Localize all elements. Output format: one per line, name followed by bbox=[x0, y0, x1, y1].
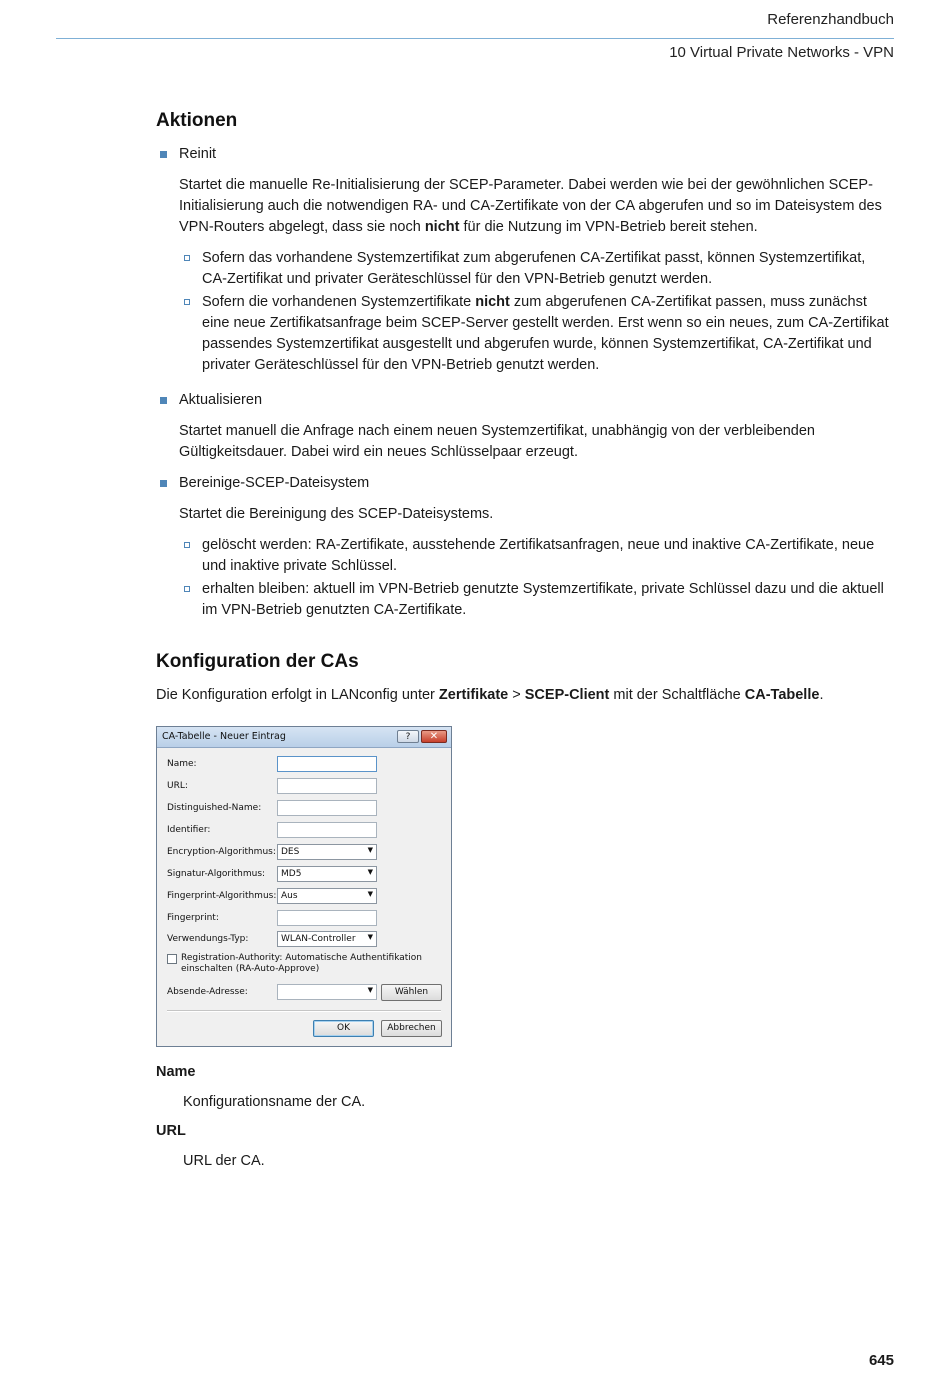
choose-button[interactable]: Wählen bbox=[381, 984, 442, 1001]
dn-row bbox=[167, 800, 442, 818]
encryption-label: Encryption-Algorithmus: bbox=[167, 847, 276, 857]
bullet-bereinigen bbox=[156, 473, 894, 494]
bullet-aktualisieren bbox=[156, 390, 894, 411]
square-bullet-icon bbox=[160, 397, 167, 404]
bullet-label: Reinit bbox=[179, 146, 217, 162]
ra-auto-approve-label: Registration-Authority: Automatische Authentifikation einschalten (RA-Auto-Approve) bbox=[181, 953, 423, 974]
help-button[interactable]: ? bbox=[397, 730, 419, 743]
url-input[interactable] bbox=[277, 778, 377, 794]
reinit-description: Startet die manuelle Re-Initialisierung der SCEP-Parameter. Dabei werden wie bei der gewöhnlichen SCEP-Initialisierung auch die notwendigen RA- und CA-Zertifikate von der CA abgerufen und so im Dateisystem des VPN-Routers abgelegt, dass sie noch nicht für die Nutzung im VPN-Betrieb bereit stehen. bbox=[179, 177, 882, 235]
hollow-square-bullet-icon bbox=[184, 255, 190, 261]
usage-value: WLAN-Controller bbox=[281, 934, 356, 944]
bullet-label: Aktualisieren bbox=[179, 392, 263, 408]
sub-list-item: erhalten bleiben: aktuell im VPN-Betrieb genutzte Systemzertifikate, private Schlüssel dazu und die aktuell im VPN-Betrieb genutzten CA-Zertifikate. bbox=[179, 579, 894, 621]
hollow-square-bullet-icon bbox=[184, 542, 190, 548]
fingerprint-alg-row bbox=[167, 888, 442, 906]
sub-list-item: Sofern das vorhandene Systemzertifikat zum abgerufenen CA-Zertifikat passt, können Systemzertifikat, CA-Zertifikat und privater Geräteschlüssel für den VPN-Betrieb genutzt werden. bbox=[179, 248, 894, 290]
fingerprint-input[interactable] bbox=[277, 910, 377, 926]
fingerprint-alg-select[interactable] bbox=[277, 888, 377, 904]
signature-row bbox=[167, 866, 442, 884]
name-row bbox=[167, 756, 442, 774]
cancel-button[interactable]: Abbrechen bbox=[381, 1020, 442, 1037]
bereinigen-description: Startet die Bereinigung des SCEP-Dateisystems. bbox=[179, 506, 494, 522]
identifier-label: Identifier: bbox=[167, 825, 211, 835]
section-heading-konfiguration: Konfiguration der CAs bbox=[156, 651, 359, 672]
dropdown-arrow-icon: ▼ bbox=[367, 890, 373, 898]
hollow-square-bullet-icon bbox=[184, 299, 190, 305]
running-header-chapter: 10 Virtual Private Networks - VPN bbox=[669, 44, 894, 61]
dropdown-arrow-icon: ▼ bbox=[367, 846, 373, 854]
sender-address-combobox[interactable] bbox=[277, 984, 377, 1000]
ok-button[interactable]: OK bbox=[313, 1020, 374, 1037]
signature-label: Signatur-Algorithmus: bbox=[167, 869, 266, 879]
usage-select[interactable] bbox=[277, 931, 377, 947]
name-label: Name: bbox=[167, 759, 197, 769]
url-label: URL: bbox=[167, 781, 188, 791]
usage-label: Verwendungs-Typ: bbox=[167, 934, 249, 944]
konfig-intro: Die Konfiguration erfolgt in LANconfig unter Zertifikate > SCEP-Client mit der Schaltfläche CA-Tabelle. bbox=[156, 687, 824, 703]
dialog-separator bbox=[167, 1010, 441, 1012]
running-header-title: Referenzhandbuch bbox=[767, 11, 894, 28]
section-heading-aktionen: Aktionen bbox=[156, 110, 238, 131]
sub-list-item: gelöscht werden: RA-Zertifikate, ausstehende Zertifikatsanfragen, neue und inaktive CA-Zertifikate, neue und inaktive private Schlüssel. bbox=[179, 535, 894, 577]
page-number: 645 bbox=[868, 1352, 894, 1369]
signature-value: MD5 bbox=[281, 869, 302, 879]
dropdown-arrow-icon: ▼ bbox=[367, 868, 373, 876]
usage-row bbox=[167, 931, 442, 949]
encryption-row bbox=[167, 844, 442, 862]
bullet-label: Bereinige-SCEP-Dateisystem bbox=[179, 475, 370, 491]
term-url-description: URL der CA. bbox=[183, 1153, 265, 1169]
name-input[interactable] bbox=[277, 756, 377, 772]
aktualisieren-description: Startet manuell die Anfrage nach einem neuen Systemzertifikat, unabhängig von der verbleibenden Gültigkeitsdauer. Dabei wird ein neues Schlüsselpaar erzeugt. bbox=[179, 423, 815, 460]
fingerprint-alg-label: Fingerprint-Algorithmus: bbox=[167, 891, 277, 901]
bullet-reinit bbox=[156, 144, 894, 165]
header-divider bbox=[56, 38, 894, 39]
reinit-sublist bbox=[156, 248, 894, 376]
dropdown-arrow-icon: ▼ bbox=[367, 933, 373, 941]
bereinigen-sublist bbox=[156, 535, 894, 621]
identifier-input[interactable] bbox=[277, 822, 377, 838]
signature-select[interactable] bbox=[277, 866, 377, 882]
fingerprint-label: Fingerprint: bbox=[167, 913, 219, 923]
fingerprint-row bbox=[167, 910, 442, 928]
hollow-square-bullet-icon bbox=[184, 586, 190, 592]
dropdown-arrow-icon: ▼ bbox=[367, 986, 373, 994]
square-bullet-icon bbox=[160, 480, 167, 487]
close-button[interactable]: ✕ bbox=[421, 730, 447, 743]
distinguished-name-input[interactable] bbox=[277, 800, 377, 816]
square-bullet-icon bbox=[160, 151, 167, 158]
dialog-titlebar bbox=[157, 727, 451, 748]
distinguished-name-label: Distinguished-Name: bbox=[167, 803, 262, 813]
fingerprint-alg-value: Aus bbox=[281, 891, 298, 901]
sender-label: Absende-Adresse: bbox=[167, 987, 248, 997]
encryption-select[interactable] bbox=[277, 844, 377, 860]
parameter-definitions bbox=[156, 1062, 365, 1180]
sub-list-item: Sofern die vorhandenen Systemzertifikate nicht zum abgerufenen CA-Zertifikat passen, muss zunächst eine neue Zertifikatsanfrage beim SCEP-Server gestellt werden. Erst wenn so ein neues, zum CA-Zertifikat passendes Systemzertifikat ausgestellt und abgerufen wurde, können Systemzertifikat, CA-Zertifikat und privater Geräteschlüssel für den VPN-Betrieb genutzt werden. bbox=[179, 292, 894, 376]
url-row bbox=[167, 778, 442, 796]
term-name: Name bbox=[156, 1064, 196, 1080]
encryption-value: DES bbox=[281, 847, 300, 857]
term-name-description: Konfigurationsname der CA. bbox=[183, 1094, 366, 1110]
identifier-row bbox=[167, 822, 442, 840]
dialog-title: CA-Tabelle - Neuer Eintrag bbox=[162, 731, 286, 742]
main-content bbox=[156, 108, 894, 706]
ca-table-dialog bbox=[156, 726, 452, 1047]
term-url: URL bbox=[156, 1123, 186, 1139]
ra-auto-approve-checkbox[interactable] bbox=[167, 954, 177, 964]
